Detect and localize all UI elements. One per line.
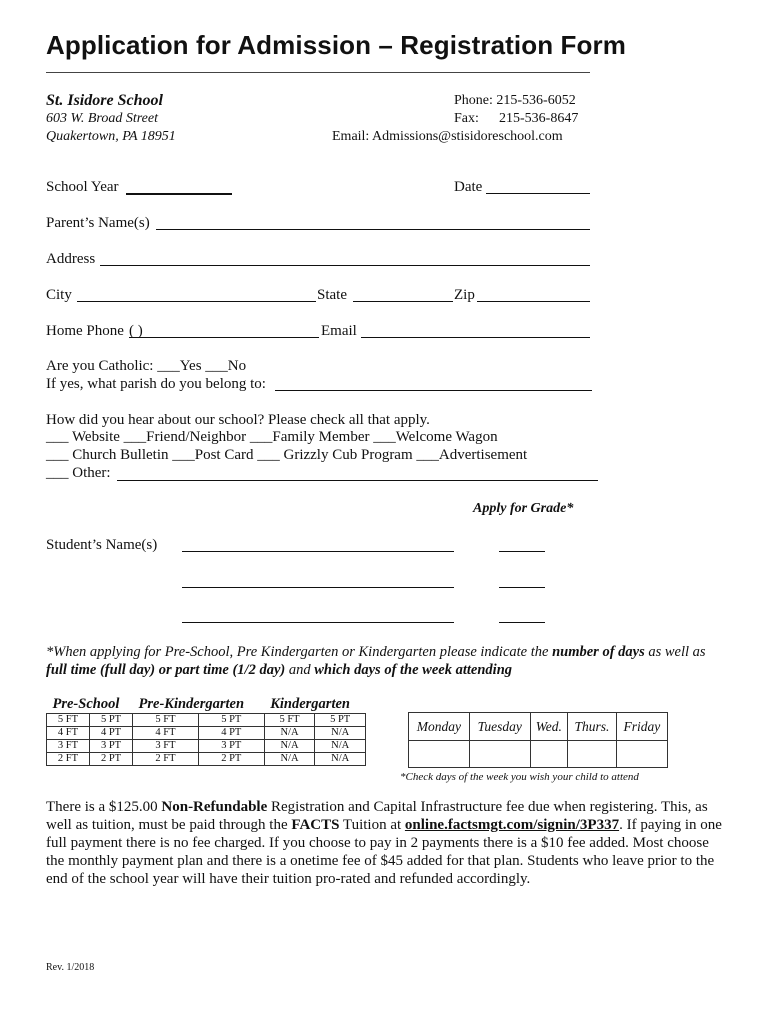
program-cell[interactable]: 4 FT bbox=[133, 727, 199, 740]
revision-label: Rev. 1/2018 bbox=[46, 962, 95, 973]
hear-options-row1[interactable]: ___ Website ___Friend/Neighbor ___Family Member ___Welcome Wagon bbox=[46, 429, 498, 445]
school-year-label: School Year bbox=[46, 179, 119, 195]
hear-question: How did you hear about our school? Please check all that apply. bbox=[46, 412, 430, 428]
program-cell[interactable]: 3 PT bbox=[90, 740, 133, 753]
email-label: Email bbox=[321, 323, 357, 339]
student-grade-input-3[interactable] bbox=[499, 622, 545, 623]
page-title: Application for Admission – Registration Form bbox=[46, 30, 626, 60]
school-name: St. Isidore School bbox=[46, 92, 163, 109]
address-input[interactable] bbox=[100, 265, 590, 266]
hear-other-input[interactable] bbox=[117, 480, 598, 481]
table-row bbox=[47, 740, 366, 753]
area-code-parens: ( ) bbox=[129, 323, 143, 339]
parents-label: Parent’s Name(s) bbox=[46, 215, 150, 231]
home-phone-label: Home Phone bbox=[46, 323, 124, 339]
day-monday-checkbox[interactable] bbox=[409, 741, 470, 768]
parish-input[interactable] bbox=[275, 390, 592, 391]
home-phone-input[interactable] bbox=[129, 337, 319, 338]
program-cell[interactable]: 4 PT bbox=[90, 727, 133, 740]
facts-link[interactable]: online.factsmgt.com/signin/3P337 bbox=[404, 817, 620, 833]
school-fax: 215-536-8647 bbox=[499, 111, 579, 126]
day-friday-header: Friday bbox=[616, 713, 667, 741]
table-row bbox=[47, 753, 366, 766]
school-city: Quakertown, PA 18951 bbox=[46, 129, 176, 144]
student-name-input-1[interactable] bbox=[182, 551, 454, 552]
zip-input[interactable] bbox=[477, 301, 590, 302]
program-cell[interactable]: 3 FT bbox=[133, 740, 199, 753]
program-cell[interactable]: 3 FT bbox=[47, 740, 90, 753]
school-street: 603 W. Broad Street bbox=[46, 111, 158, 126]
days-note: *Check days of the week you wish your child to attend bbox=[400, 771, 639, 783]
student-name-input-2[interactable] bbox=[182, 587, 454, 588]
program-cell[interactable]: 4 FT bbox=[47, 727, 90, 740]
program-options-table bbox=[46, 695, 366, 766]
program-cell[interactable]: 5 PT bbox=[198, 714, 264, 727]
preschool-header: Pre-School bbox=[52, 695, 120, 712]
program-cell[interactable]: 2 PT bbox=[90, 753, 133, 766]
program-cell[interactable]: 5 FT bbox=[47, 714, 90, 727]
address-label: Address bbox=[46, 251, 96, 267]
email-input[interactable] bbox=[361, 337, 590, 338]
school-year-input[interactable] bbox=[126, 193, 232, 195]
apply-grade-heading: Apply for Grade* bbox=[473, 501, 574, 516]
school-fax-label: Fax: bbox=[454, 111, 479, 126]
date-input[interactable] bbox=[486, 193, 590, 194]
day-thursday-header: Thurs. bbox=[568, 713, 617, 741]
attendance-note: *When applying for Pre-School, Pre Kindergarten or Kindergarten please indicate the number of days as well as full time (full day) or part time (1/2 day) and which days of the week attending bbox=[46, 644, 706, 678]
program-cell[interactable]: 2 PT bbox=[198, 753, 264, 766]
prek-header: Pre-Kindergarten bbox=[138, 695, 245, 712]
day-wednesday-checkbox[interactable] bbox=[530, 741, 567, 768]
city-input[interactable] bbox=[77, 301, 316, 302]
day-wednesday-header: Wed. bbox=[530, 713, 567, 741]
program-cell: N/A bbox=[315, 753, 366, 766]
program-cell: N/A bbox=[264, 753, 315, 766]
students-label: Student’s Name(s) bbox=[46, 537, 158, 553]
program-cell[interactable]: 5 FT bbox=[133, 714, 199, 727]
title-divider bbox=[46, 72, 590, 73]
program-cell[interactable]: 5 PT bbox=[315, 714, 366, 727]
days-table bbox=[408, 712, 668, 768]
hear-other-label: ___ Other: bbox=[46, 465, 111, 481]
parish-label: If yes, what parish do you belong to: bbox=[46, 376, 266, 392]
day-monday-header: Monday bbox=[409, 713, 470, 741]
day-thursday-checkbox[interactable] bbox=[568, 741, 617, 768]
program-cell: N/A bbox=[315, 727, 366, 740]
hear-options-row2[interactable]: ___ Church Bulletin ___Post Card ___ Grizzly Cub Program ___Advertisement bbox=[46, 447, 528, 463]
program-cell[interactable]: 5 FT bbox=[264, 714, 315, 727]
kindergarten-header: Kindergarten bbox=[270, 695, 350, 712]
parents-input[interactable] bbox=[156, 229, 590, 230]
program-cell: N/A bbox=[264, 727, 315, 740]
school-email: Email: Admissions@stisidoreschool.com bbox=[332, 129, 563, 144]
day-friday-checkbox[interactable] bbox=[616, 741, 667, 768]
city-label: City bbox=[46, 287, 72, 303]
program-cell[interactable]: 3 PT bbox=[198, 740, 264, 753]
table-row bbox=[47, 727, 366, 740]
student-grade-input-1[interactable] bbox=[499, 551, 545, 552]
state-input[interactable] bbox=[353, 301, 453, 302]
program-cell[interactable]: 2 FT bbox=[47, 753, 90, 766]
day-tuesday-header: Tuesday bbox=[469, 713, 530, 741]
table-row bbox=[47, 714, 366, 727]
program-cell: N/A bbox=[264, 740, 315, 753]
state-label: State bbox=[317, 287, 347, 303]
zip-label: Zip bbox=[454, 287, 475, 303]
program-cell[interactable]: 4 PT bbox=[198, 727, 264, 740]
date-label: Date bbox=[454, 179, 483, 195]
program-cell[interactable]: 5 PT bbox=[90, 714, 133, 727]
student-name-input-3[interactable] bbox=[182, 622, 454, 623]
school-phone: Phone: 215-536-6052 bbox=[454, 93, 576, 108]
day-tuesday-checkbox[interactable] bbox=[469, 741, 530, 768]
student-grade-input-2[interactable] bbox=[499, 587, 545, 588]
fee-paragraph: There is a $125.00 Non-Refundable Registration and Capital Infrastructure fee due when registering. This, as well as tuition, must be paid through the FACTS Tuition at online.factsmgt.com/signin/3P337. If paying in one full payment there is no fee charged. If you choose to pay in 2 payments there is a $10 fee added. Most choose the monthly payment plan and there is a onetime fee of $45 added for that plan. Students who leave prior to the end of the school year will have their tuition pro-rated and refunded accordingly. bbox=[46, 799, 722, 887]
program-cell[interactable]: 2 FT bbox=[133, 753, 199, 766]
catholic-question[interactable]: Are you Catholic: ___Yes ___No bbox=[46, 358, 247, 374]
program-cell: N/A bbox=[315, 740, 366, 753]
